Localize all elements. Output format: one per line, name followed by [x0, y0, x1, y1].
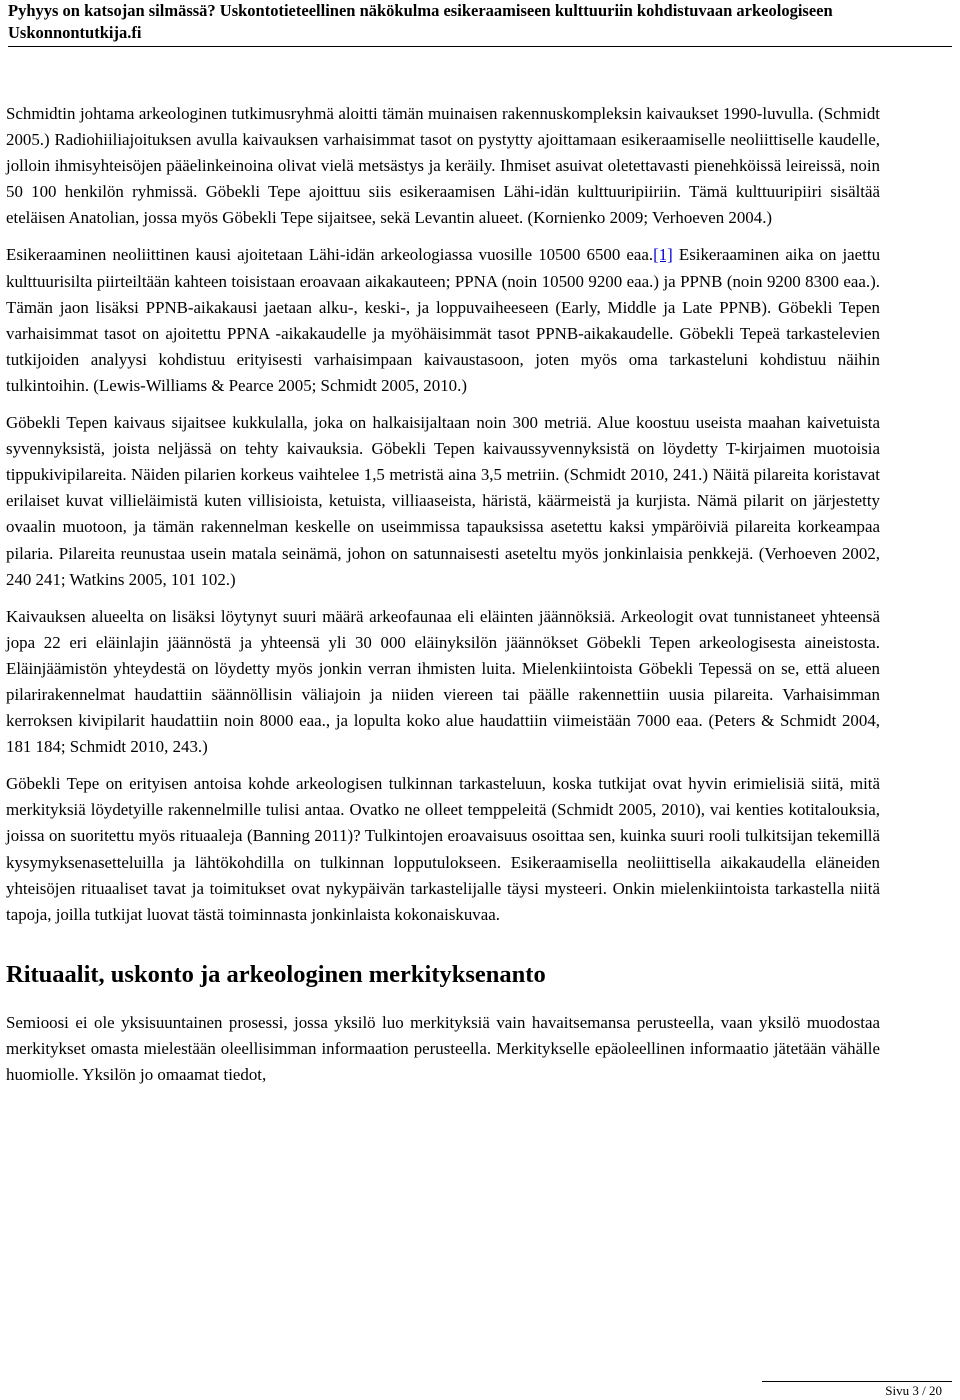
paragraph [6, 242, 880, 399]
paragraph-text: Esikeraaminen neoliittinen kausi ajoitetaan Lähi-idän arkeologiassa vuosille 10500 6500 eaa. [6, 245, 654, 265]
paragraph: Kaivauksen alueelta on lisäksi löytynyt suuri määrä arkeofaunaa eli eläinten jäännöksiä. Arkeologit ovat tunnistaneet yhteensä jopa 22 eri eläinlajin jäännöstä ja yhteensä yli 30 000 eläinyksilön jäännökset Göbekli Tepen arkeologisesta aineistosta. Eläinjäämistön yhteydestä on löydetty myös jonkin verran ihmisten luita. Mielenkiintoista Göbekli Tepessä on se, että alueen pilarirakennelmat haudattiin säännöllisin väliajoin ja niiden viereen tai päälle rakennettiin uusia pilareita. Varhaisimman kerroksen kivipilarit haudattiin noin 8000 eaa., ja lopulta koko alue haudattiin viimeistään 7000 eaa. (Peters & Schmidt 2004, 181 184; Schmidt 2010, 243.) [6, 606, 880, 757]
paragraph: Semioosi ei ole yksisuuntainen prosessi, jossa yksilö luo merkityksiä vain havaitsemansa perusteella, vaan yksilö muodostaa merkitykset omasta mielestään oleellisimman informaation perusteella. Merkitykselle epäoleellinen informaatio jätetään vähälle huomiolle. Yksilön jo omaamat tiedot, [6, 1012, 880, 1084]
paragraph: Göbekli Tepen kaivaus sijaitsee kukkulalla, joka on halkaisijaltaan noin 300 metriä. Alue koostuu useista maahan kaivetuista syvennyksistä, joista neljässä on tehty kaivauksia. Göbekli Tepen kaivaussyvennyksistä on löydetty T-kirjaimen muotoisia tippukivipilareita. Näiden pilarien korkeus vaihtelee 1,5 metristä aina 3,5 metriin. (Schmidt 2010, 241.) Näitä pilareita koristavat erilaiset kuvat villieläimistä kuten villisioista, ketuista, villiaaseista, häristä, käärmeistä ja kurjista. Nämä pilarit on järjestetty ovaalin muotoon, ja tämän rakennelman keskelle on useimmissa tapauksissa asetettu kaksi ympäröiviä pilareita korkeampaa pilaria. Pilareita reunustaa usein matala seinämä, johon on satunnaisesti aseteltu myös jonkinlaisia penkkejä. (Verhoeven 2002, 240 241; Watkins 2005, 101 102.) [6, 413, 880, 589]
paragraph: Göbekli Tepe on erityisen antoisa kohde arkeologisen tulkinnan tarkasteluun, koska tutkijat ovat hyvin erimielisiä siitä, mitä merkityksiä löydetyille rakennelmille tulisi antaa. Ovatko ne olleet temppeleitä (Schmidt 2005, 2010), vai kenties kotitalouksia, joissa on suoritettu myös rituaaleja (Banning 2011)? Tulkintojen eroavaisuus osoittaa sen, kuinka suuri rooli tulkitsijan tekemillä kysymyksenasetteluilla ja lähtökohdilla on tulkinnan lopputulokseen. Esikeraamisella neoliittisella aikakaudella eläneiden yhteisöjen rituaaliset tavat ja toimitukset ovat nykypäivän tarkastelijalle täysi mysteeri. Onkin mielenkiintoista tarkastella niitä tapoja, joilla tutkijat luovat tästä toiminnasta jonkinlaista kokonaiskuvaa. [6, 774, 880, 924]
paragraph: Schmidtin johtama arkeologinen tutkimusryhmä aloitti tämän muinaisen rakennuskompleksin kaivaukset 1990-luvulla. (Schmidt 2005.) Radiohiiliajoituksen avulla kaivauksen varhaisimmat tasot on pystytty ajoittamaan esikeraamiselle neoliittiselle kaudelle, jolloin ihmisyhteisöjen pääelinkeinoina olivat vielä metsästys ja keräily. Ihmiset asuivat oletettavasti pienehköissä leireissä, noin 50 100 henkilön ryhmissä. Göbekli Tepe ajoittuu siis esikeraamisen Lähi-idän kulttuuripiiriin. Tämä kulttuuripiiri sisältää eteläisen Anatolian, jossa myös Göbekli Tepe sijaitsee, sekä Levantin alueet. (Kornienko 2009; Verhoeven 2004.) [6, 104, 880, 228]
page-number: Sivu 3 / 20 [762, 1381, 952, 1400]
section-heading: Rituaalit, uskonto ja arkeologinen merkityksenanto [6, 960, 546, 988]
document-title: Pyhyys on katsojan silmässä? Uskontotieteellinen näkökulma esikeraamiseen kulttuuriin kohdistuvaan arkeologiseen [8, 1, 833, 20]
paragraph-text: Esikeraaminen aika on jaettu kulttuurisilta piirteiltään kahteen toisistaan eroavaan aikakauteen; PPNA (noin 10500 9200 eaa.) ja PPNB (noin 9200 8300 eaa.). Tämän jaon lisäksi PPNB-aikakausi jaetaan alku-, keski-, ja loppuvaiheeseen (Early, Middle ja Late PPNB). Göbekli Tepen varhaisimmat tasot on ajoitettu PPNA -aikakaudelle ja myöhäisimmät tasot PPNB-aikakaudelle. Göbekli Tepeä tarkastelevien tutkijoiden analyysi kohdistuu erityisesti varhaisimpaan kaivaustasoon, joten myös oma tarkasteluni kohdistuu näihin tulkintoihin. (Lewis-Williams & Pearce 2005; Schmidt 2005, 2010.) [6, 245, 881, 395]
source-name: Uskonnontutkija.fi [8, 23, 142, 42]
footnote-link[interactable]: [1] [653, 245, 673, 265]
page-header [8, 0, 952, 47]
article-body [6, 101, 880, 1088]
